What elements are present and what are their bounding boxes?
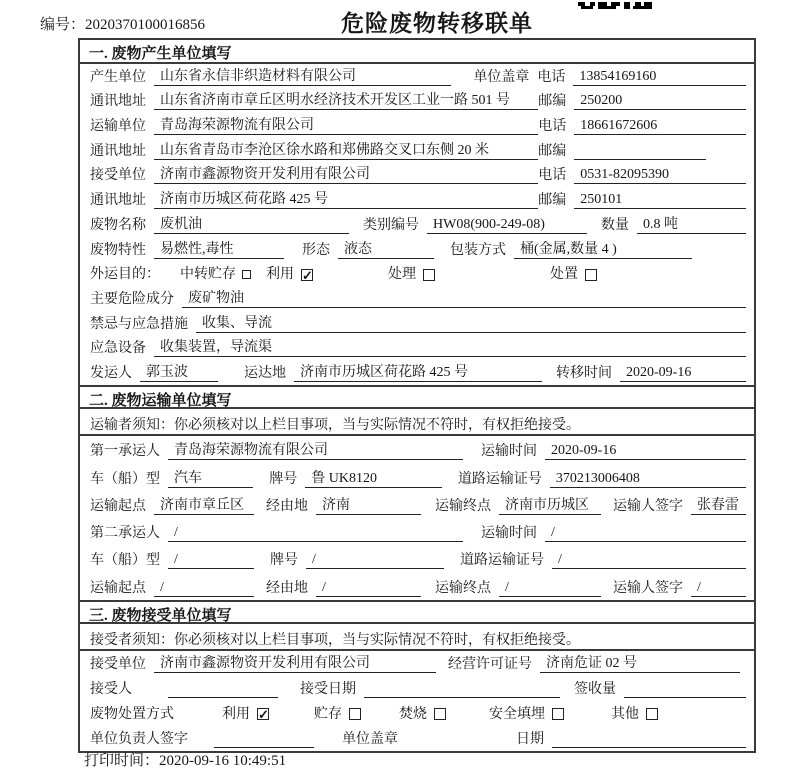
purpose-option-transfer xyxy=(180,266,251,283)
disposal-label: 废物处置方式 xyxy=(90,706,174,722)
transport-time-group xyxy=(481,442,746,460)
receiver-unit-row xyxy=(80,163,754,188)
qr-code-partial-icon xyxy=(578,0,652,9)
carrier2-row xyxy=(80,518,754,545)
zip-group xyxy=(538,92,746,110)
quantity-label: 数量 xyxy=(601,217,629,233)
phone-group xyxy=(538,117,746,135)
disposal-option-other xyxy=(611,706,658,723)
hazard-label: 主要危险成分 xyxy=(90,291,174,307)
route2-row xyxy=(80,572,754,599)
packing-label: 包装方式 xyxy=(450,242,506,258)
print-time-label: 打印时间： xyxy=(84,753,160,769)
hazard-row xyxy=(80,286,754,311)
disposal-option-landfill xyxy=(489,706,564,723)
equipment-value: 收集装置，导流渠 xyxy=(154,339,746,357)
receiver-notice: 接受者须知：你必须核对以上栏目事项，当与实际情况不符时，有权拒绝接受。 xyxy=(80,624,754,651)
section1-header: 一. 废物产生单位填写 xyxy=(80,40,754,64)
date-label: 日期 xyxy=(516,731,544,747)
endpoint-label: 运输终点 xyxy=(435,498,491,514)
origin-value: / xyxy=(154,579,254,597)
transfer-time-value: 2020-09-16 xyxy=(620,364,746,382)
checkbox-incinerate xyxy=(434,708,446,720)
address-label: 通讯地址 xyxy=(90,193,146,209)
transport-time-group xyxy=(481,524,746,542)
accept-date-label: 接受日期 xyxy=(300,681,356,697)
print-time-value: 2020-09-16 10:49:51 xyxy=(159,753,287,769)
section3-body xyxy=(80,651,754,751)
recipient-row xyxy=(80,676,754,701)
page-title: 危险废物转移联单 xyxy=(341,11,533,36)
traits-label: 废物特性 xyxy=(90,242,146,258)
destination-value: 济南市历城区荷花路 425 号 xyxy=(294,364,542,382)
plate-value: / xyxy=(306,551,444,569)
option-label: 中转贮存 xyxy=(180,267,236,283)
zip-label: 邮编 xyxy=(538,193,567,209)
zip-value: 250101 xyxy=(574,191,746,209)
route1-row xyxy=(80,491,754,518)
vehicle-type-value: 汽车 xyxy=(168,470,253,488)
transporter-sign-value: / xyxy=(691,579,746,597)
vehicle2-row xyxy=(80,545,754,572)
producer-address-row xyxy=(80,89,754,114)
transfer-time-label: 转移时间 xyxy=(556,365,612,381)
producer-unit-value: 山东省永信非织造材料有限公司 xyxy=(154,68,451,86)
address-value: 济南市历城区荷花路 425 号 xyxy=(154,191,538,209)
checkbox-other xyxy=(646,708,658,720)
transport-time-value: 2020-09-16 xyxy=(545,442,746,460)
via-label: 经由地 xyxy=(266,498,308,514)
transporter-address-row xyxy=(80,138,754,163)
option-label: 贮存 xyxy=(314,706,342,722)
transport-time-label: 运输时间 xyxy=(481,444,537,460)
transport-time-label: 运输时间 xyxy=(481,526,537,542)
phone-label: 电话 xyxy=(537,69,566,85)
manager-sign-value xyxy=(214,731,314,748)
carrier1-row xyxy=(80,436,754,463)
option-label: 处置 xyxy=(550,267,578,283)
carrier-label: 第一承运人 xyxy=(90,444,160,460)
phone-group xyxy=(537,68,746,86)
received-amount-label: 签收量 xyxy=(574,681,616,697)
manifest-form xyxy=(78,38,756,753)
vehicle-type-label: 车（船）型 xyxy=(90,553,160,569)
manager-sign-row xyxy=(80,726,754,751)
recipient-label: 接受人 xyxy=(90,681,132,697)
road-license-value: 370213006408 xyxy=(550,470,746,488)
option-label: 其他 xyxy=(611,706,639,722)
phone-group xyxy=(538,166,746,184)
waste-name-row xyxy=(80,212,754,237)
transporter-label: 运输单位 xyxy=(90,119,146,135)
zip-label: 邮编 xyxy=(538,94,567,110)
receiver-value: 济南市鑫源物资开发利用有限公司 xyxy=(154,166,538,184)
taboo-label: 禁忌与应急措施 xyxy=(90,316,188,332)
permit-value: 济南危证 02 号 xyxy=(540,655,740,673)
via-label: 经由地 xyxy=(266,580,308,596)
category-value: HW08(900-249-08) xyxy=(427,216,587,234)
carrier-value: / xyxy=(168,524,463,542)
section3-header: 三. 废物接受单位填写 xyxy=(80,600,754,624)
checkbox-use xyxy=(257,708,269,720)
phone-label: 电话 xyxy=(538,119,567,135)
permit-label: 经营许可证号 xyxy=(448,656,532,672)
shipper-label: 发运人 xyxy=(90,365,132,381)
option-label: 安全填埋 xyxy=(489,706,545,722)
transporter-value: 青岛海荣源物流有限公司 xyxy=(154,117,538,135)
checkbox-storage xyxy=(349,708,361,720)
option-label: 焚烧 xyxy=(399,706,427,722)
transport-time-value: / xyxy=(545,524,746,542)
category-label: 类别编号 xyxy=(363,217,419,233)
received-amount-value xyxy=(624,681,746,698)
waste-name-label: 废物名称 xyxy=(90,217,146,233)
option-label: 利用 xyxy=(222,706,250,722)
carrier-value: 青岛海荣源物流有限公司 xyxy=(168,442,463,460)
receiver-label: 接受单位 xyxy=(90,168,146,184)
checkbox-dispose xyxy=(585,269,597,281)
disposal-option-use xyxy=(222,706,269,723)
vehicle1-row xyxy=(80,463,754,490)
zip-label: 邮编 xyxy=(538,143,567,159)
phone-value: 0531-82095390 xyxy=(574,166,746,184)
producer-unit-row xyxy=(80,64,754,89)
checkbox-treat xyxy=(423,269,435,281)
via-value: 济南 xyxy=(316,497,421,515)
purpose-option-use xyxy=(266,266,313,283)
packing-value: 桶(金属,数量 4 ) xyxy=(514,241,692,259)
phone-label: 电话 xyxy=(538,168,567,184)
origin-label: 运输起点 xyxy=(90,498,146,514)
equipment-row xyxy=(80,336,754,361)
unit-seal-label: 单位盖章 xyxy=(473,69,530,85)
disposal-option-storage xyxy=(314,706,361,723)
transporter-notice: 运输者须知：你必须核对以上栏目事项，当与实际情况不符时，有权拒绝接受。 xyxy=(80,409,754,436)
endpoint-label: 运输终点 xyxy=(435,580,491,596)
vehicle-type-value: / xyxy=(168,551,254,569)
zip-value xyxy=(574,143,706,160)
plate-label: 牌号 xyxy=(269,471,298,487)
accept-unit-label: 接受单位 xyxy=(90,656,146,672)
waste-name-value: 废机油 xyxy=(154,216,349,234)
road-license-value: / xyxy=(552,551,746,569)
endpoint-value: 济南市历城区 xyxy=(499,497,601,515)
purpose-row xyxy=(80,262,754,287)
shipper-row xyxy=(80,360,754,385)
phone-value: 13854169160 xyxy=(573,68,746,86)
purpose-label: 外运目的： xyxy=(90,267,160,283)
disposal-row xyxy=(80,701,754,726)
recipient-value xyxy=(168,681,278,698)
origin-value: 济南市章丘区 xyxy=(154,497,254,515)
checkbox-landfill xyxy=(552,708,564,720)
taboo-value: 收集、导流 xyxy=(196,315,746,333)
zip-group xyxy=(538,143,746,160)
equipment-label: 应急设备 xyxy=(90,341,146,357)
print-time xyxy=(84,749,286,770)
option-label: 处理 xyxy=(388,267,416,283)
taboo-row xyxy=(80,311,754,336)
road-license-label: 道路运输证号 xyxy=(460,553,544,569)
quantity-value: 0.8 吨 xyxy=(637,216,746,234)
accept-date-value xyxy=(364,681,560,698)
shipper-value: 郭玉波 xyxy=(140,364,218,382)
manager-sign-label: 单位负责人签字 xyxy=(90,731,188,747)
plate-value: 鲁 UK8120 xyxy=(305,470,442,488)
accept-unit-value: 济南市鑫源物资开发利用有限公司 xyxy=(154,655,436,673)
phone-value: 18661672606 xyxy=(574,117,746,135)
road-license-label: 道路运输证号 xyxy=(457,471,542,487)
form-label: 形态 xyxy=(302,242,330,258)
serial-label: 编号： xyxy=(40,17,86,33)
date-value xyxy=(552,731,746,748)
origin-label: 运输起点 xyxy=(90,580,146,596)
receiver-address-row xyxy=(80,187,754,212)
form-value: 液态 xyxy=(338,241,434,259)
unit-seal-label: 单位盖章 xyxy=(342,731,398,747)
zip-group xyxy=(538,191,746,209)
purpose-option-dispose xyxy=(550,266,597,283)
zip-value: 250200 xyxy=(574,92,746,110)
checkbox-transfer-storage xyxy=(242,270,251,279)
section2-body xyxy=(80,436,754,600)
checkbox-use xyxy=(301,269,313,281)
purpose-option-treat xyxy=(388,266,435,283)
carrier-label: 第二承运人 xyxy=(90,526,160,542)
transporter-unit-row xyxy=(80,113,754,138)
waste-traits-row xyxy=(80,237,754,262)
transporter-sign-value: 张春雷 xyxy=(691,497,746,515)
address-label: 通讯地址 xyxy=(90,143,146,159)
hazard-value: 废矿物油 xyxy=(182,290,746,308)
address-value: 山东省济南市章丘区明水经济技术开发区工业一路 501 号 xyxy=(154,92,538,110)
transporter-sign-label: 运输人签字 xyxy=(613,580,683,596)
accept-unit-row xyxy=(80,651,754,676)
disposal-option-incinerate xyxy=(399,706,446,723)
transporter-sign-label: 运输人签字 xyxy=(613,498,683,514)
vehicle-type-label: 车（船）型 xyxy=(90,471,160,487)
via-value: / xyxy=(316,579,421,597)
traits-value: 易燃性,毒性 xyxy=(154,241,284,259)
address-label: 通讯地址 xyxy=(90,94,146,110)
address-value: 山东省青岛市李沧区徐水路和郑佛路交叉口东侧 20 米 xyxy=(154,142,538,160)
section1-body xyxy=(80,64,754,385)
plate-label: 牌号 xyxy=(270,553,298,569)
option-label: 利用 xyxy=(266,267,294,283)
endpoint-value: / xyxy=(499,579,601,597)
section2-header: 二. 废物运输单位填写 xyxy=(80,385,754,409)
destination-label: 运达地 xyxy=(244,365,286,381)
serial-value: 2020370100016856 xyxy=(85,17,206,33)
producer-unit-label: 产生单位 xyxy=(90,69,146,85)
